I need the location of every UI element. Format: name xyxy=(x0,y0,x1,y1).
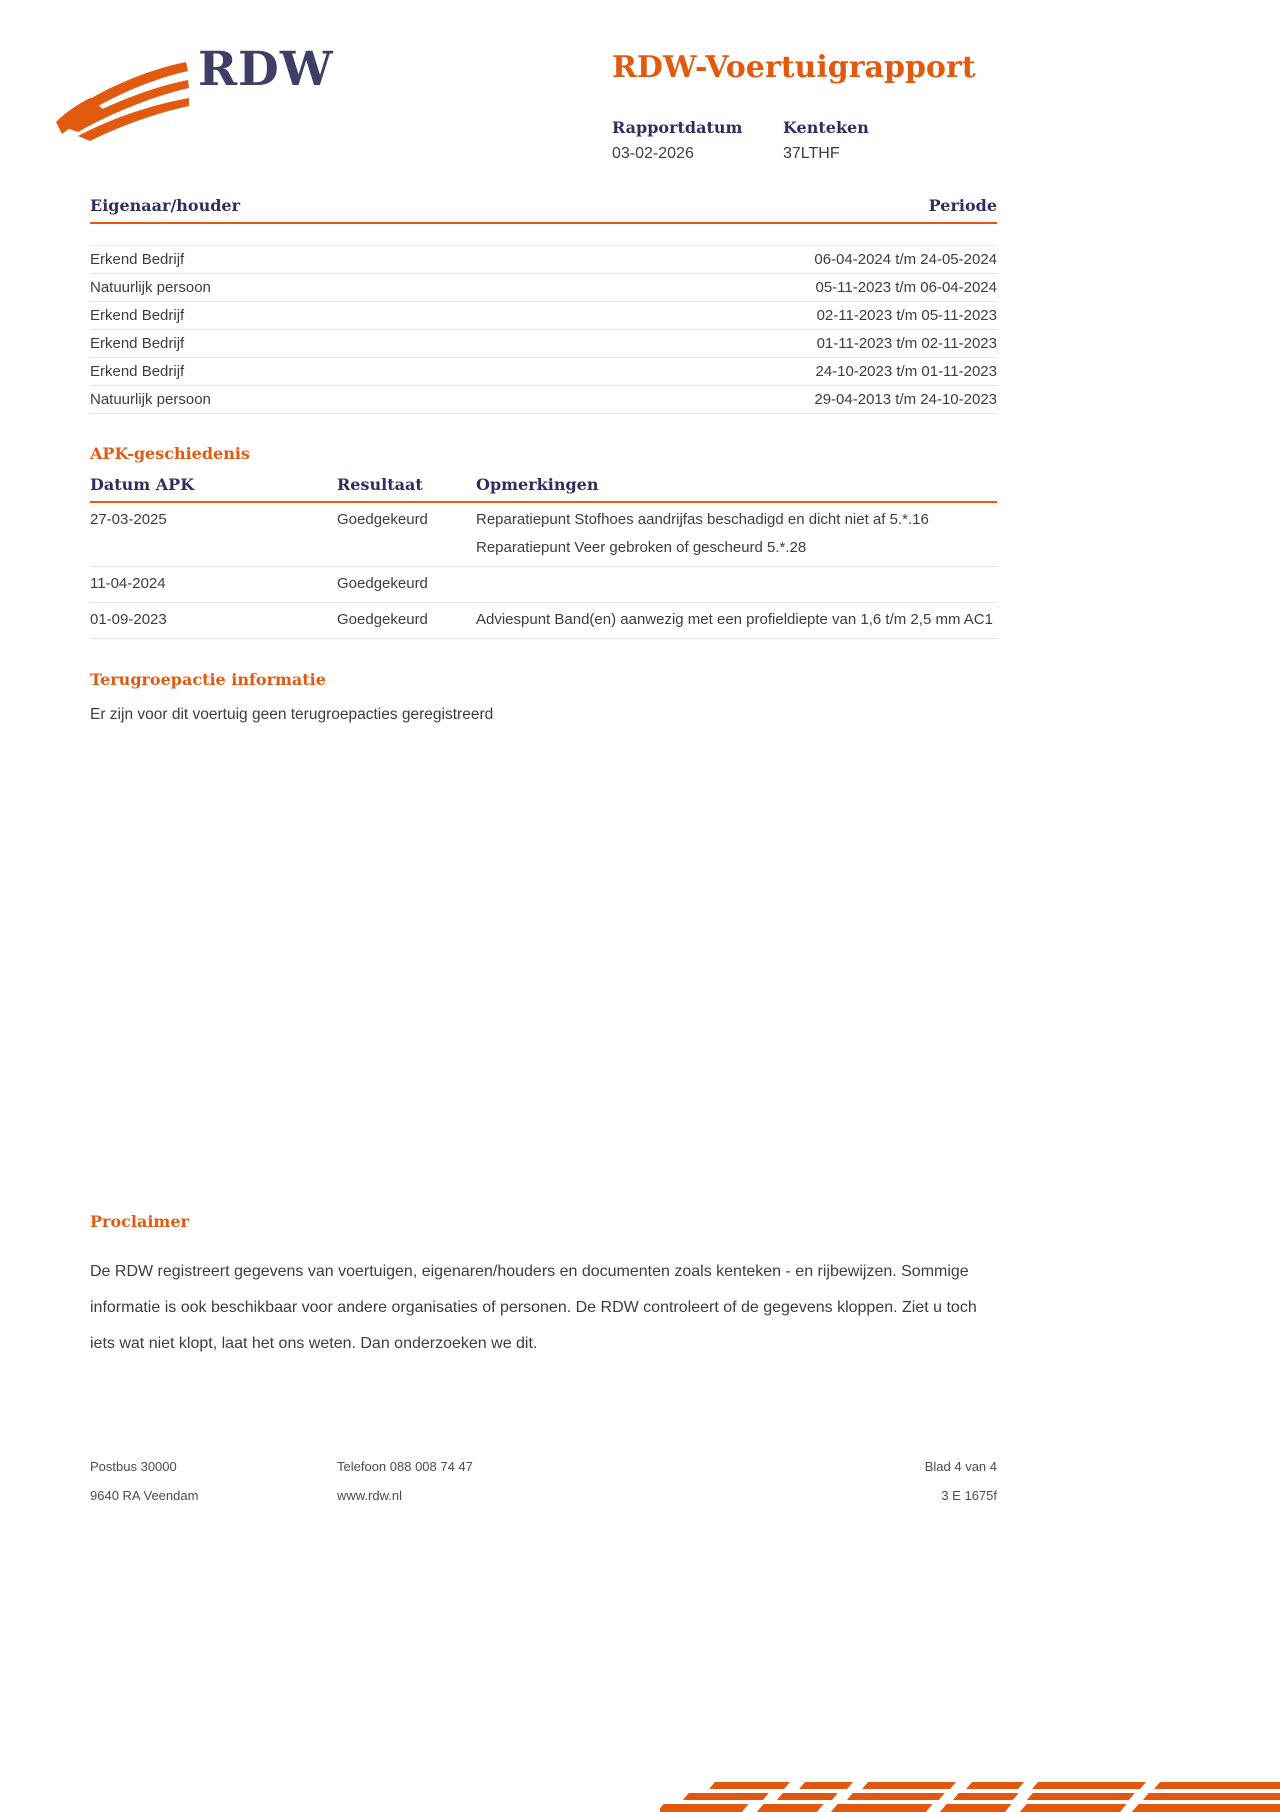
table-row xyxy=(90,330,997,358)
holder-period: 06-04-2024 t/m 24-05-2024 xyxy=(814,251,997,268)
footer-phone: Telefoon 088 008 74 47 xyxy=(337,1459,473,1474)
proclaimer-section xyxy=(90,1212,996,1362)
apk-table-header xyxy=(90,475,997,503)
footer-website: www.rdw.nl xyxy=(337,1488,403,1503)
period-column-header: Periode xyxy=(928,196,997,215)
rdw-logo-text: RDW xyxy=(198,42,334,97)
holder-period: 02-11-2023 t/m 05-11-2023 xyxy=(816,307,997,324)
page-title: RDW-Voertuigrapport xyxy=(612,50,976,85)
holder-type: Erkend Bedrijf xyxy=(90,363,185,380)
holder-period: 05-11-2023 t/m 06-04-2024 xyxy=(815,279,997,296)
table-row xyxy=(90,246,997,274)
apk-date: 01-09-2023 xyxy=(90,611,167,628)
apk-history-heading: APK-geschiedenis xyxy=(90,444,250,463)
holder-type: Natuurlijk persoon xyxy=(90,391,211,408)
apk-date: 27-03-2025 xyxy=(90,511,167,528)
table-row xyxy=(90,274,997,302)
footer-form-code: 3 E 1675f xyxy=(941,1488,997,1503)
proclaimer-heading: Proclaimer xyxy=(90,1212,189,1231)
table-row xyxy=(90,503,997,567)
recall-info-section xyxy=(90,670,997,724)
license-plate-value: 37LTHF xyxy=(783,145,840,162)
apk-history-section xyxy=(90,444,997,639)
holder-type: Erkend Bedrijf xyxy=(90,251,185,268)
apk-remarks xyxy=(476,506,997,562)
holder-type: Natuurlijk persoon xyxy=(90,279,211,296)
footer-page-indicator: Blad 4 van 4 xyxy=(924,1459,997,1474)
license-plate-label: Kenteken xyxy=(783,118,869,137)
recall-info-heading: Terugroepactie informatie xyxy=(90,670,326,689)
owner-column-header: Eigenaar/houder xyxy=(90,196,241,215)
table-row xyxy=(90,358,997,386)
apk-remark-line: Reparatiepunt Veer gebroken of gescheurd 5.*.28 xyxy=(476,539,807,556)
table-row xyxy=(90,567,997,603)
apk-remark-line: Reparatiepunt Stofhoes aandrijfas beschadigd en dicht niet af 5.*.16 xyxy=(476,511,929,528)
apk-remarks xyxy=(476,570,997,598)
apk-remarks-column-header: Opmerkingen xyxy=(476,475,599,494)
footer-city: 9640 RA Veendam xyxy=(90,1488,199,1503)
apk-result: Goedgekeurd xyxy=(337,575,428,592)
table-row xyxy=(90,302,997,330)
apk-remarks xyxy=(476,606,997,634)
footer-postal-address: Postbus 30000 xyxy=(90,1459,177,1474)
page-footer xyxy=(90,1459,997,1517)
proclaimer-text: De RDW registreert gegevens van voertuigen, eigenaren/houders en documenten zoals kenteken - en rijbewijzen. Sommige informatie is ook beschikbaar voor andere organisaties of personen. De RDW controleert of de gegevens kloppen. Ziet u toch iets wat niet klopt, laat het ons weten. Dan onderzoeken we dit. xyxy=(90,1263,977,1352)
apk-date-column-header: Datum APK xyxy=(90,475,195,494)
report-date-label: Rapportdatum xyxy=(612,118,743,137)
holder-period: 29-04-2013 t/m 24-10-2023 xyxy=(814,391,997,408)
footer-stripes-decoration xyxy=(660,1782,1280,1812)
table-row xyxy=(90,603,997,639)
owner-history-section xyxy=(90,196,997,414)
report-date-value: 03-02-2026 xyxy=(612,145,694,162)
rdw-logo-swoosh-icon xyxy=(52,54,192,142)
table-row xyxy=(90,386,997,414)
holder-type: Erkend Bedrijf xyxy=(90,307,185,324)
holder-type: Erkend Bedrijf xyxy=(90,335,185,352)
recall-info-text: Er zijn voor dit voertuig geen terugroepacties geregistreerd xyxy=(90,706,494,723)
holder-period: 24-10-2023 t/m 01-11-2023 xyxy=(815,363,997,380)
apk-result: Goedgekeurd xyxy=(337,611,428,628)
apk-result-column-header: Resultaat xyxy=(337,475,423,494)
apk-result: Goedgekeurd xyxy=(337,511,428,528)
apk-remark-line: Adviespunt Band(en) aanwezig met een profieldiepte van 1,6 t/m 2,5 mm AC1 xyxy=(476,611,993,628)
apk-date: 11-04-2024 xyxy=(90,575,166,592)
owner-history-table xyxy=(90,245,997,414)
holder-period: 01-11-2023 t/m 02-11-2023 xyxy=(816,335,997,352)
